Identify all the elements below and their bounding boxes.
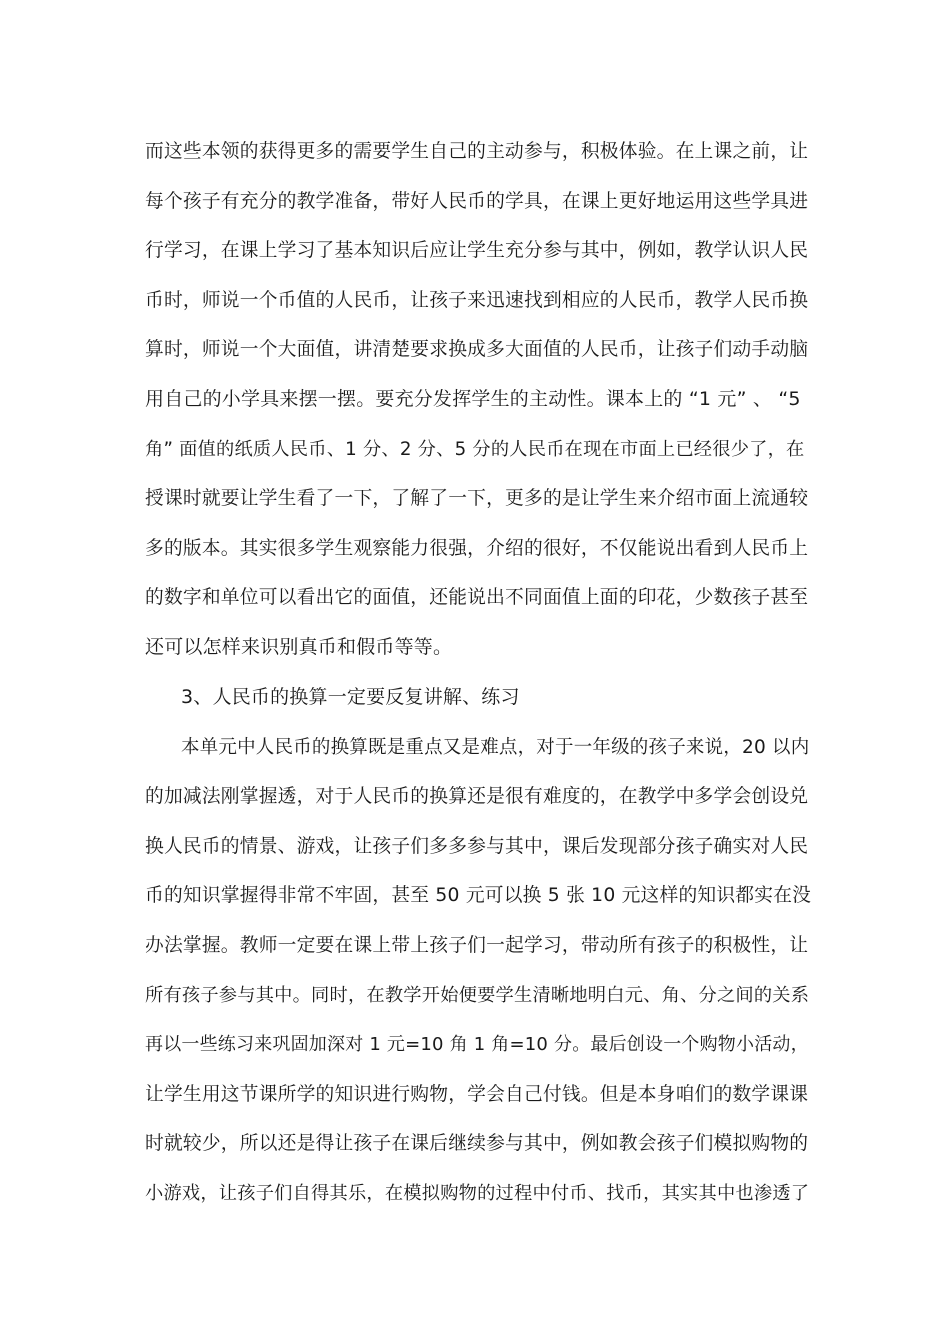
paragraph-line: 还可以怎样来识别真币和假币等等。 bbox=[145, 635, 453, 658]
paragraph-line: 本单元中人民币的换算既是重点又是难点，对于一年级的孩子来说，20 以内 bbox=[181, 736, 810, 758]
paragraph-line: 行学习，在课上学习了基本知识后应让学生充分参与其中，例如，教学认识人民 bbox=[145, 240, 809, 262]
paragraph-line: 而这些本领的获得更多的需要学生自己的主动参与，积极体验。在上课之前，让 bbox=[145, 141, 809, 162]
paragraph-line: 每个孩子有充分的教学准备，带好人民币的学具，在课上更好地运用这些学具进 bbox=[145, 190, 809, 212]
section-heading: 3、人民币的换算一定要反复讲解、练习 bbox=[181, 686, 520, 708]
paragraph-continued bbox=[145, 127, 810, 673]
paragraph-line: 办法掌握。教师一定要在课上带上孩子们一起学习，带动所有孩子的积极性，让 bbox=[145, 934, 809, 956]
paragraph-line: 算时，师说一个大面值，讲清楚要求换成多大面值的人民币，让孩子们动手动脑 bbox=[145, 339, 809, 361]
paragraph-line: 再以一些练习来巩固加深对 1 元=10 角 1 角=10 分。最后创设一个购物小活动， bbox=[145, 1034, 809, 1056]
paragraph-line: 角” 面值的纸质人民币、1 分、2 分、5 分的人民币在现在市面上已经很少了，在 bbox=[145, 438, 805, 460]
paragraph-line: 换人民币的情景、游戏，让孩子们多多参与其中，课后发现部分孩子确实对人民 bbox=[145, 835, 809, 857]
paragraph-line: 所有孩子参与其中。同时，在教学开始便要学生清晰地明白元、角、分之间的关系 bbox=[145, 984, 810, 1006]
section-3 bbox=[145, 673, 810, 1219]
paragraph-line: 授课时就要让学生看了一下，了解了一下，更多的是让学生来介绍市面上流通较 bbox=[145, 488, 809, 510]
paragraph-line: 小游戏，让孩子们自得其乐，在模拟购物的过程中付币、找币，其实其中也渗透了 bbox=[145, 1182, 810, 1204]
paragraph-line: 用自己的小学具来摆一摆。要充分发挥学生的主动性。课本上的 “1 元” 、 “5 bbox=[145, 387, 801, 410]
paragraph-line: 币时，师说一个币值的人民币，让孩子来迅速找到相应的人民币，教学人民币换 bbox=[145, 289, 809, 311]
paragraph-line: 多的版本。其实很多学生观察能力很强，介绍的很好，不仅能说出看到人民币上 bbox=[145, 537, 809, 559]
paragraph-line: 的加减法刚掌握透，对于人民币的换算还是很有难度的，在教学中多学会创设兑 bbox=[145, 786, 809, 808]
paragraph-line: 币的知识掌握得非常不牢固，甚至 50 元可以换 5 张 10 元这样的知识都实在没 bbox=[145, 885, 812, 907]
paragraph-line: 的数字和单位可以看出它的面值，还能说出不同面值上面的印花，少数孩子甚至 bbox=[145, 587, 809, 609]
paragraph-line: 让学生用这节课所学的知识进行购物，学会自己付钱。但是本身咱们的数学课课 bbox=[145, 1083, 809, 1105]
paragraph-line: 时就较少，所以还是得让孩子在课后继续参与其中，例如教会孩子们模拟购物的 bbox=[145, 1133, 809, 1155]
